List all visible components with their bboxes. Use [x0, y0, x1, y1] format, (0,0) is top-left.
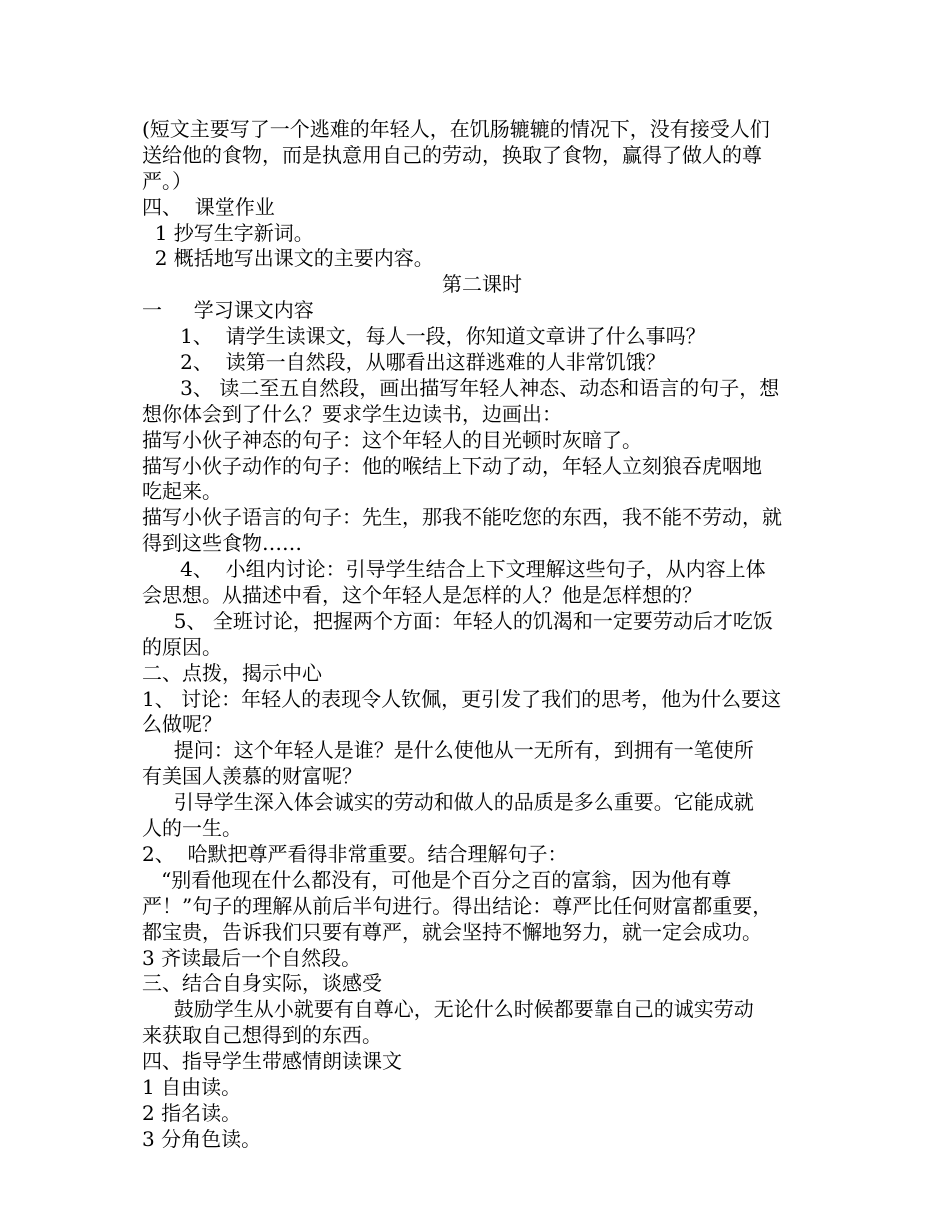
- list-item: 3、 读二至五自然段，画出描写年轻人神态、动态和语言的句子，想: [142, 375, 780, 400]
- list-item: 3 齐读最后一个自然段。: [142, 945, 362, 970]
- quote-line: “别看他现在什么都没有，可他是个百分之百的富翁，因为他有尊: [142, 867, 732, 892]
- section-heading: 四、指导学生带感情朗读课文: [142, 1049, 402, 1074]
- list-item: 1 自由读。: [142, 1074, 242, 1099]
- list-item: 4、 小组内讨论：引导学生结合上下文理解这些句子，从内容上体: [142, 557, 766, 582]
- list-item: 1、 请学生读课文，每人一段，你知道文章讲了什么事吗？: [142, 324, 706, 349]
- text-line: 引导学生深入体会诚实的劳动和做人的品质是多么重要。它能成就: [142, 790, 754, 815]
- text-line: 么做呢？: [142, 712, 222, 737]
- text-line: 的原因。: [142, 634, 222, 659]
- list-item: 5、 全班讨论，把握两个方面：年轻人的饥渴和一定要劳动后才吃饭: [142, 608, 773, 633]
- list-item: 1 抄写生字新词。: [142, 220, 314, 245]
- list-item: 3 分角色读。: [142, 1126, 262, 1151]
- text-line: 描写小伙子语言的句子：先生，那我不能吃您的东西，我不能不劳动，就: [142, 505, 782, 530]
- text-line: 严！”句子的理解从前后半句进行。得出结论：尊严比任何财富都重要，: [142, 893, 773, 918]
- text-line: 送给他的食物，而是执意用自己的劳动，换取了食物，赢得了做人的尊: [142, 142, 762, 167]
- text-line: 描写小伙子神态的句子：这个年轻人的目光顿时灰暗了。: [142, 427, 642, 452]
- list-item: 2、 哈默把尊严看得非常重要。结合理解句子：: [142, 841, 568, 866]
- section-heading: 一 学习课文内容: [142, 298, 314, 323]
- text-line: (短文主要写了一个逃难的年轻人，在饥肠辘辘的情况下，没有接受人们: [142, 117, 770, 141]
- list-item: 2 指名读。: [142, 1100, 242, 1125]
- text-line: 严。）: [142, 168, 192, 193]
- text-line: 得到这些食物……: [142, 531, 302, 556]
- text-line: 会思想。从描述中看，这个年轻人是怎样的人？他是怎样想的？: [142, 583, 702, 608]
- section-heading: 二、点拨，揭示中心: [142, 660, 322, 685]
- text-line: 提问：这个年轻人是谁？是什么使他从一无所有，到拥有一笔使所: [142, 738, 754, 763]
- text-line: 来获取自己想得到的东西。: [142, 1023, 382, 1048]
- list-item: 1、 讨论：年轻人的表现令人钦佩，更引发了我们的思考，他为什么要这: [142, 686, 782, 711]
- text-line: 人的一生。: [142, 816, 242, 841]
- text-line: 吃起来。: [142, 479, 222, 504]
- list-item: 2 概括地写出课文的主要内容。: [142, 246, 434, 271]
- text-line: 想你体会到了什么？要求学生边读书，边画出：: [142, 401, 562, 426]
- section-heading: 四、 课堂作业: [142, 194, 275, 219]
- document-page: [142, 117, 822, 1153]
- section-heading: 三、结合自身实际，谈感受: [142, 971, 382, 996]
- list-item: 2、 读第一自然段，从哪看出这群逃难的人非常饥饿？: [142, 350, 666, 375]
- lesson-title: 第二课时: [442, 272, 522, 297]
- text-line: 都宝贵，告诉我们只要有尊严，就会坚持不懈地努力，就一定会成功。: [142, 919, 762, 944]
- text-line: 有美国人羡慕的财富呢？: [142, 764, 362, 789]
- text-line: 鼓励学生从小就要有自尊心，无论什么时候都要靠自己的诚实劳动: [142, 997, 754, 1022]
- text-line: 描写小伙子动作的句子：他的喉结上下动了动，年轻人立刻狼吞虎咽地: [142, 453, 762, 478]
